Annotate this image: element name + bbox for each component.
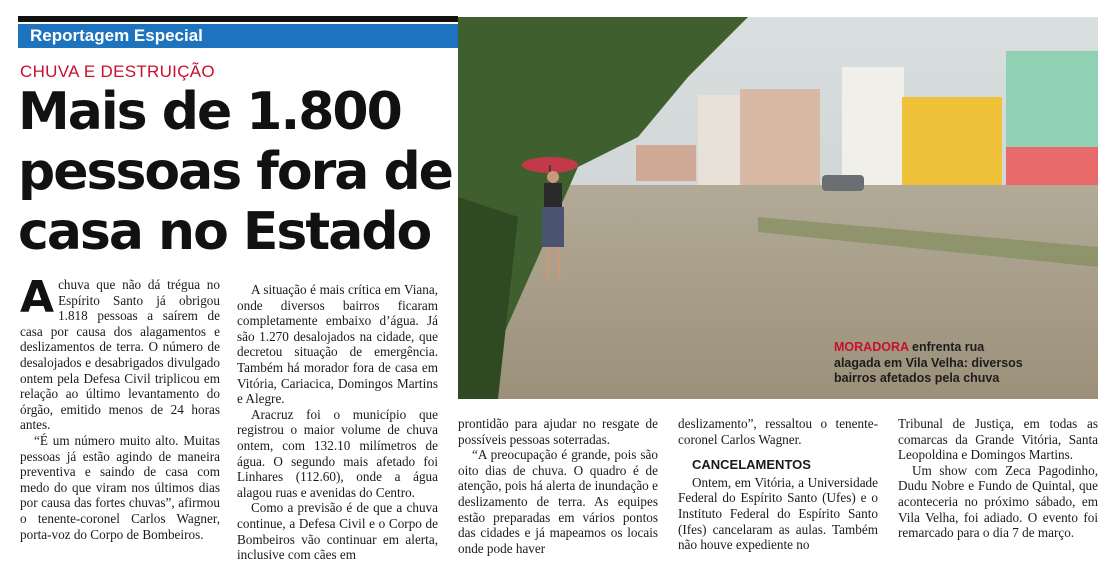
- headline-line: pessoas fora de: [18, 142, 452, 202]
- article-paragraph: “A preocupação é grande, pois são oito dias de chuva. O quadro é de atenção, pois há alerta de inundação e deslizamento de terra. As equipes estão preparadas em vários pontos das cidades e já mapeamos os locais onde pode haver: [458, 447, 658, 556]
- caption-lead: MORADORA: [834, 340, 909, 354]
- article-paragraph: Achuva que não dá trégua no Espírito Santo já obrigou 1.818 pessoas a saírem de casa por causa dos alagamentos e deslizamentos de terra. O número de desalojados e desabrigados divulgado ontem pela Defesa Civil triplicou em relação ao último levantamento do órgão, emitido menos de 24 horas antes.: [20, 272, 220, 433]
- article-paragraph: prontidão para ajudar no resgate de possíveis pessoas soterradas.: [458, 416, 658, 447]
- section-top-rule: [18, 16, 458, 22]
- headline-line: casa no Estado: [18, 202, 431, 262]
- article-paragraph: A situação é mais crítica em Viana, onde diversos bairros ficaram completamente embaixo d’água. Já são 1.270 desalojados na cidade, que decretou situação de emergência. Também há morador fora de casa em Vitória, Cariacica, Domingos Martins e Alegre.: [237, 282, 438, 407]
- article-column-3: [458, 416, 658, 556]
- drop-cap: A: [20, 272, 55, 323]
- article-column-2: [237, 282, 438, 563]
- headline-line: Mais de 1.800: [18, 82, 401, 142]
- article-paragraph: Ontem, em Vitória, a Universidade Federal do Espírito Santo (Ufes) e o Instituto Federal do Espírito Santo (Ifes) cancelaram as aulas. Também não houve expediente no: [678, 474, 878, 553]
- caption-text: enfrenta rua alagada em Vila Velha: diversos bairros afetados pela chuva: [834, 340, 1023, 385]
- article-paragraph: “É um número muito alto. Muitas pessoas já estão agindo de maneira preventiva e saindo de casa com medo do que viram nos últimos dias por causa das fortes chuvas”, afirmou o tenente-coronel Carlos Wagner, porta-voz do Corpo de Bombeiros.: [20, 432, 220, 542]
- photo-caption: [834, 340, 1034, 387]
- headline: [18, 82, 463, 262]
- article-paragraph: Aracruz foi o município que registrou o maior volume de chuva ontem, com 132.10 milímetros de água. O segundo mais afetado foi Linhares (112.60), onde a água alagou ruas e avenidas do Centro.: [237, 406, 438, 500]
- article-paragraph: Um show com Zeca Pagodinho, Dudu Nobre e Fundo de Quintal, que aconteceria no próximo sábado, em Vila Velha, foi adiado. O evento foi remarcado para o dia 7 de março.: [898, 462, 1098, 541]
- article-column-1: [20, 272, 220, 542]
- article-paragraph: deslizamento”, ressaltou o tenente-coronel Carlos Wagner.: [678, 416, 878, 447]
- article-column-5: [898, 416, 1098, 541]
- article-paragraph: Como a previsão é de que a chuva continue, a Defesa Civil e o Corpo de Bombeiros vão continuar em alerta, inclusive com cães em: [237, 500, 438, 563]
- article-column-4: [678, 416, 878, 553]
- section-label: Reportagem Especial: [18, 24, 458, 48]
- kicker: CHUVA E DESTRUIÇÃO: [20, 62, 215, 81]
- article-paragraph: Tribunal de Justiça, em todas as comarcas da Grande Vitória, Santa Leopoldina e Domingos Martins.: [898, 416, 1098, 463]
- article-subhead: CANCELAMENTOS: [692, 457, 811, 473]
